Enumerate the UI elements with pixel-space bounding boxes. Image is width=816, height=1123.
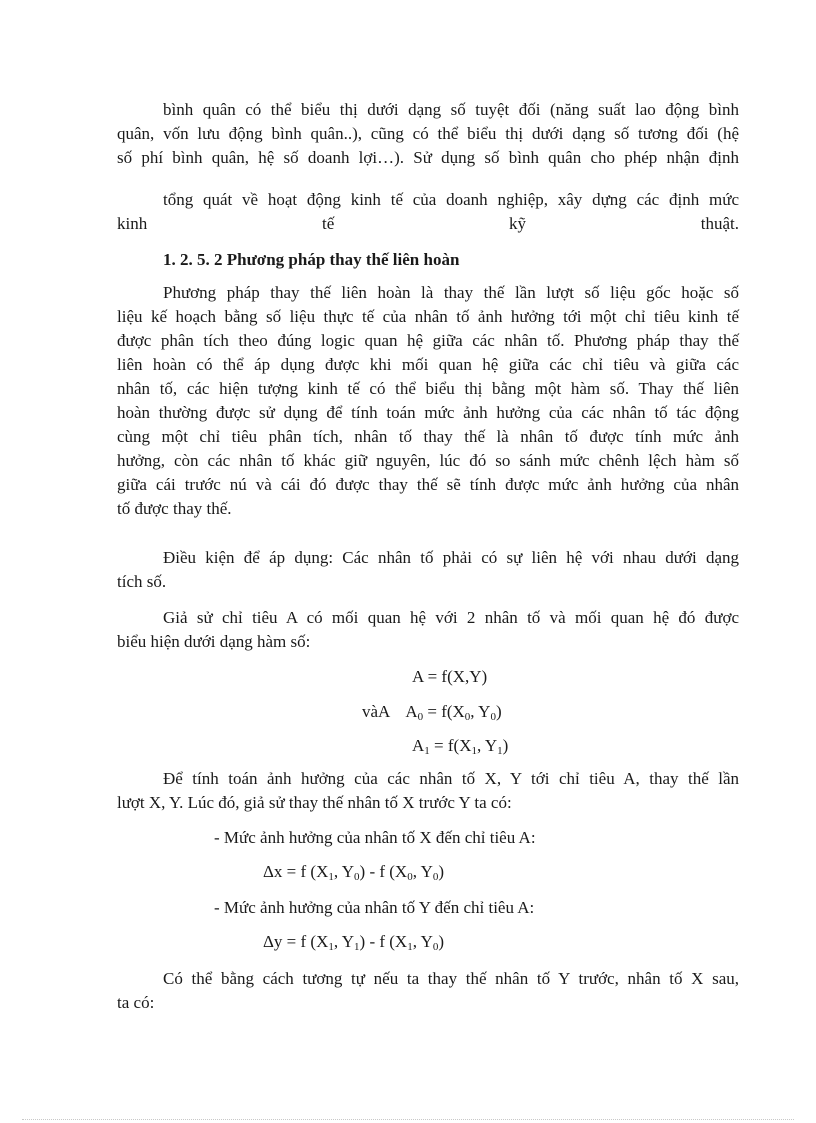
text-line: giữa cái trước nú và cái đó được thay thế sẽ tính được mức ảnh hưởng của nhân [117, 475, 739, 494]
formula-part: = f(X [429, 736, 472, 755]
formula-a-function: A = f(X,Y) [412, 667, 488, 686]
bullet-influence-x: - Mức ảnh hưởng của nhân tố X đến chỉ tiêu A: [214, 828, 536, 847]
formula-part: , Y [412, 862, 433, 881]
text-line: Có thể bằng cách tương tự nếu ta thay thế nhân tố Y trước, nhân tố X sau, [163, 969, 739, 988]
text-line: tổng quát về hoạt động kinh tế của doanh nghiệp, xây dựng các định mức [163, 190, 739, 209]
formula-subscript: 1 [328, 941, 334, 953]
text-line: tích số. [117, 572, 167, 591]
formula-delta-x [263, 862, 444, 882]
formula-subscript: 1 [471, 745, 477, 757]
text-line: tố được thay thế. [117, 499, 232, 518]
paragraph-average-values [117, 98, 739, 170]
text-line: biểu hiện dưới dạng hàm số: [117, 632, 311, 651]
section-heading: 1. 2. 5. 2 Phương pháp thay thế liên hoàn [163, 250, 460, 269]
text-line: lượt X, Y. Lúc đó, giả sử thay thế nhân tố X trước Y ta có: [117, 793, 512, 812]
text-line: hưởng, còn các nhân tố khác giữ nguyên, lúc đó so sánh mức chênh lệch hàm số [117, 451, 739, 470]
text-line: cùng một chỉ tiêu phân tích, nhân tố thay thế là nhân tố được tính mức ảnh [117, 427, 739, 446]
page-bottom-rule [22, 1119, 794, 1120]
formula-subscript: 0 [432, 941, 439, 953]
formula-part: ) [502, 736, 509, 755]
formula-part: ) - f (X [359, 932, 408, 951]
formula-subscript: 0 [417, 711, 424, 723]
formula-subscript: 1 [328, 871, 334, 883]
paragraph-reverse-substitution [117, 967, 739, 1015]
paragraph-substitution-order [117, 767, 739, 815]
formula-part: , Y [333, 932, 355, 951]
formula-part: A [405, 702, 418, 721]
formula-subscript: 0 [407, 871, 413, 883]
text-line: Điều kiện để áp dụng: Các nhân tố phải có sự liên hệ với nhau dưới dạng [163, 548, 739, 567]
formula-subscript: 0 [464, 711, 471, 723]
text-line: số phí bình quân, hệ số doanh lợi…). Sử dụng số bình quân cho phép nhận định [117, 148, 739, 167]
formula-subscript: 1 [497, 745, 503, 757]
formula-part: = f(X [423, 702, 465, 721]
formula-part: ) - f (X [359, 862, 408, 881]
formula-part: , Y [470, 702, 491, 721]
formula-subscript: 0 [354, 871, 360, 883]
paragraph-general-assessment [117, 188, 739, 236]
formula-a0 [362, 702, 502, 722]
formula-subscript: 1 [354, 941, 360, 953]
paragraph-conditions [117, 546, 739, 594]
formula-part: ) [438, 862, 445, 881]
text-line: quân, vốn lưu động bình quân..), cũng có thể biểu thị dưới dạng số tương đối (hệ [117, 124, 739, 143]
formula-part: , Y [333, 862, 355, 881]
text-line: ta có: [117, 993, 155, 1012]
formula-part: ) [438, 932, 445, 951]
formula-a1 [412, 736, 508, 756]
formula-prefix: vàA [362, 702, 391, 721]
bullet-influence-y: - Mức ảnh hưởng của nhân tố Y đến chỉ tiêu A: [214, 898, 535, 917]
formula-part: Δy = f (X [263, 932, 329, 951]
formula-part: ) [495, 702, 502, 721]
text-line: được phân tích theo đúng logic quan hệ giữa các nhân tố. Phương pháp thay thế [117, 331, 739, 350]
formula-part: , Y [412, 932, 433, 951]
formula-subscript: 0 [490, 711, 496, 723]
text-line: Giả sử chỉ tiêu A có mối quan hệ với 2 nhân tố và mối quan hệ đó được [163, 608, 739, 627]
text-line: Phương pháp thay thế liên hoàn là thay thế lần lượt số liệu gốc hoặc số [163, 283, 739, 302]
formula-part: , Y [476, 736, 498, 755]
text-line: hoàn thường được sử dụng để tính toán mức ảnh hưởng của các nhân tố tác động [117, 403, 739, 422]
formula-part: A [412, 736, 425, 755]
text-line: Để tính toán ảnh hưởng của các nhân tố X, Y tới chỉ tiêu A, thay thế lần [163, 769, 739, 788]
formula-part: Δx = f (X [263, 862, 329, 881]
formula-subscript: 1 [424, 745, 430, 757]
formula-subscript: 1 [407, 941, 413, 953]
text-line: nhân tố, các hiện tượng kinh tế có thể biểu thị bằng một hàm số. Thay thế liên [117, 379, 739, 398]
text-line: bình quân có thể biểu thị dưới dạng số tuyệt đối (năng suất lao động bình [163, 100, 739, 119]
paragraph-method-description [117, 281, 739, 521]
text-line: kinh tế kỹ thuật. [117, 214, 739, 233]
text-line: liệu kế hoạch bằng số liệu thực tế của nhân tố ảnh hưởng tới một chỉ tiêu kinh tế [117, 307, 739, 326]
formula-subscript: 0 [432, 871, 439, 883]
paragraph-assumption [117, 606, 739, 654]
formula-delta-y [263, 932, 444, 952]
text-line: liên hoàn có thể áp dụng được khi mối quan hệ giữa các chỉ tiêu và giữa các [117, 355, 739, 374]
